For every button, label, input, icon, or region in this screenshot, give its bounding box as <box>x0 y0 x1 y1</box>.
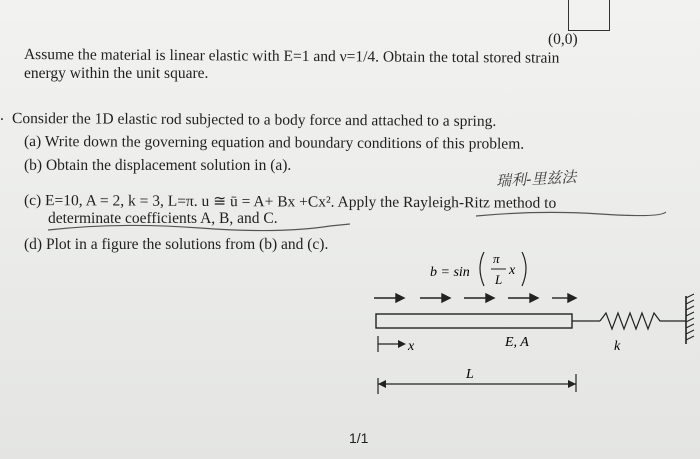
problem-number-fragment: . <box>0 107 4 124</box>
origin-label: (0,0) <box>548 31 578 48</box>
spring <box>600 313 686 329</box>
length-label: L <box>466 367 474 382</box>
previous-problem-line-1: Assume the material is linear elastic with E=1 and ν=1/4. Obtain the total stored strain <box>23 46 560 67</box>
body-force-arrows <box>374 294 576 302</box>
previous-problem-line-2: energy within the unit square. <box>24 65 209 82</box>
part-d: (d) Plot in a figure the solutions from (b) and (c). <box>24 236 329 253</box>
body-force-lhs: b = sin <box>430 265 470 280</box>
problem-intro: Consider the 1D elastic rod subjected to a body force and attached to a spring. <box>11 110 497 130</box>
spring-label: k <box>614 339 621 354</box>
axis-label: x <box>408 339 415 354</box>
part-c-line-2: determinate coefficients A, B, and C. <box>48 210 278 227</box>
handwritten-note: 瑞利-里兹法 <box>495 167 577 191</box>
part-c-line-1: (c) E=10, A = 2, k = 3, L=π. u ≅ ū = A+ Bx +Cx². Apply the Rayleigh-Ritz method to <box>23 192 557 212</box>
rod-label: E, A <box>505 335 529 350</box>
part-b: (b) Obtain the displacement solution in (a). <box>24 157 292 174</box>
fraction-denominator: L <box>495 272 503 287</box>
page-number: 1/1 <box>349 430 369 446</box>
fraction-variable: x <box>509 263 516 278</box>
rod <box>376 314 572 328</box>
fraction-numerator: π <box>493 251 500 266</box>
part-a: (a) Write down the governing equation and boundary conditions of this problem. <box>23 133 525 153</box>
